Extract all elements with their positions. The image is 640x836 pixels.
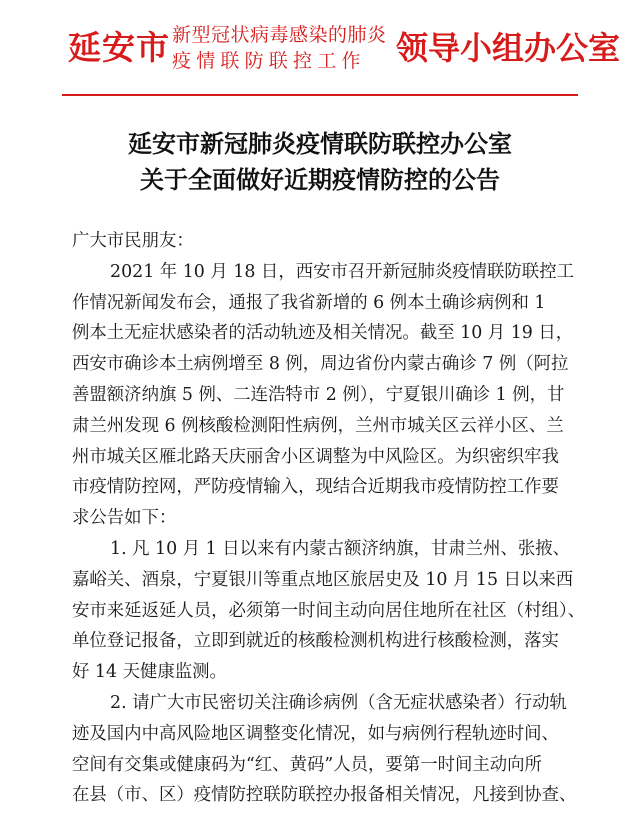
body-line: 西安市确诊本土病例增至 8 例，周边省份内蒙古确诊 7 例（阿拉	[72, 354, 569, 375]
letterhead-office: 领导小组办公室	[396, 29, 621, 67]
body-line: 安市来延返延人员，必须第一时间主动向居住地所在社区（村组）、	[72, 600, 586, 621]
body-line: 州市城关区雁北路天庆丽舍小区调整为中风险区。为织密织牢我	[72, 446, 559, 467]
letterhead-divider	[62, 94, 578, 96]
letterhead-city: 延安市	[68, 28, 170, 67]
body-line: 嘉峪关、酒泉，宁夏银川等重点地区旅居史及 10 月 15 日以来西	[72, 569, 574, 590]
document-title	[0, 126, 640, 198]
letterhead-middle-line-2: 疫情联防联控工作	[172, 50, 366, 72]
body-line: 善盟额济纳旗 5 例、二连浩特市 2 例），宁夏银川确诊 1 例，甘	[72, 384, 565, 405]
body-line: 1. 凡 10 月 1 日以来有内蒙古额济纳旗，甘肃兰州、张掖、	[110, 538, 571, 559]
salutation: 广大市民朋友：	[72, 231, 194, 251]
letterhead	[0, 0, 640, 100]
body-line: 单位登记报备，立即到就近的核酸检测机构进行核酸检测，落实	[72, 631, 559, 652]
title-line-1: 延安市新冠肺炎疫情联防联控办公室	[128, 129, 512, 158]
body-line: 在县（市、区）疫情防控联防联控办报备相关情况，凡接到协查、	[72, 785, 577, 806]
body-line: 例本土无症状感染者的活动轨迹及相关情况。截至 10 月 19 日，	[72, 323, 574, 344]
body-line: 作情况新闻发布会，通报了我省新增的 6 例本土确诊病例和 1	[72, 292, 546, 313]
body-line: 2021 年 10 月 18 日，西安市召开新冠肺炎疫情联防联控工	[110, 261, 574, 282]
body-line: 2. 请广大市民密切关注确诊病例（含无症状感染者）行动轨	[110, 692, 567, 713]
body-line: 好 14 天健康监测。	[72, 662, 227, 683]
body-line: 空间有交集或健康码为“红、黄码”人员，要第一时间主动向所	[72, 754, 542, 775]
title-line-2: 关于全面做好近期疫情防控的公告	[140, 165, 500, 194]
document-body	[72, 226, 586, 811]
letterhead-middle	[172, 22, 404, 74]
body-line: 市疫情防控网，严防疫情输入，现结合近期我市疫情防控工作要	[72, 477, 559, 498]
body-line: 肃兰州发现 6 例核酸检测阳性病例，兰州市城关区云祥小区、兰	[72, 415, 564, 436]
body-line: 迹及国内中高风险地区调整变化情况，如与病例行程轨迹时间、	[72, 723, 559, 744]
letterhead-middle-line-1: 新型冠状病毒感染的肺炎	[172, 24, 387, 46]
body-line: 求公告如下：	[72, 508, 177, 529]
